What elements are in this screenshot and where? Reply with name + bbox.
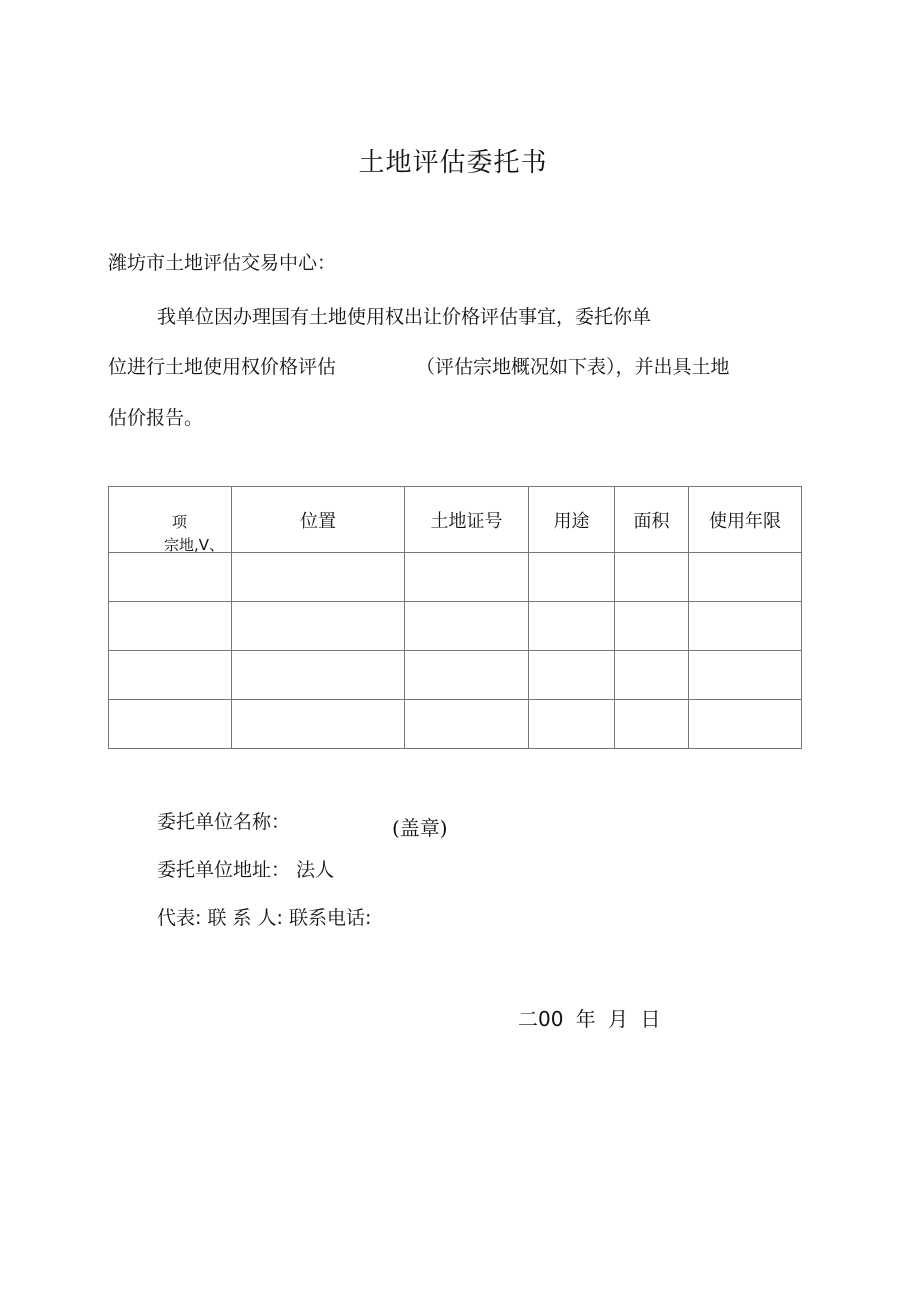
table-cell: [529, 700, 615, 749]
contact-line: 代表: 联 系 人: 联系电话:: [157, 907, 372, 929]
header-location: 位置: [232, 487, 405, 553]
table-cell: [232, 700, 405, 749]
header-term: 使用年限: [689, 487, 802, 553]
table-cell: [615, 602, 689, 651]
table-cell: [689, 651, 802, 700]
table-cell: [109, 602, 232, 651]
signing-date: 二00 年 月 日: [518, 1007, 661, 1031]
table-row: [109, 553, 802, 602]
table-header-row: [109, 487, 802, 553]
table-cell: [405, 602, 529, 651]
seal-placeholder: (盖章): [392, 816, 448, 840]
table-row: [109, 700, 802, 749]
land-parcel-table: [108, 486, 802, 749]
table-cell: [615, 553, 689, 602]
table-row: [109, 651, 802, 700]
table-cell: [405, 700, 529, 749]
unit-name-label: 委托单位名称：: [157, 811, 291, 833]
body-line-1: 我单位因办理国有土地使用权出让价格评估事宜，委托你单: [157, 306, 652, 328]
body-line-2-part-2: （评估宗地概况如下表），并出具土地: [416, 356, 730, 378]
table-cell: [689, 553, 802, 602]
addressee: 潍坊市土地评估交易中心：: [108, 252, 337, 274]
table-cell: [109, 700, 232, 749]
body-line-3: 估价报告。: [108, 407, 204, 429]
table-cell: [109, 651, 232, 700]
document-title: 土地评估委托书: [358, 148, 548, 178]
table-cell: [109, 553, 232, 602]
corner-label-item: 项: [172, 513, 188, 531]
table-cell: [615, 651, 689, 700]
header-usage: 用途: [529, 487, 615, 553]
unit-address-label: 委托单位地址： 法人: [157, 859, 335, 881]
header-corner-cell: [109, 487, 232, 553]
table-cell: [689, 700, 802, 749]
table-cell: [232, 602, 405, 651]
table-cell: [615, 700, 689, 749]
table-cell: [232, 553, 405, 602]
table-row: [109, 602, 802, 651]
table-cell: [232, 651, 405, 700]
header-certificate-number: 土地证号: [405, 487, 529, 553]
table-cell: [529, 553, 615, 602]
table-cell: [689, 602, 802, 651]
table-cell: [529, 602, 615, 651]
table-cell: [405, 651, 529, 700]
corner-label-parcel: 宗地,V、: [164, 536, 225, 554]
header-area: 面积: [615, 487, 689, 553]
table-cell: [529, 651, 615, 700]
body-line-2-part-1: 位进行土地使用权价格评估: [108, 356, 337, 378]
table-cell: [405, 553, 529, 602]
